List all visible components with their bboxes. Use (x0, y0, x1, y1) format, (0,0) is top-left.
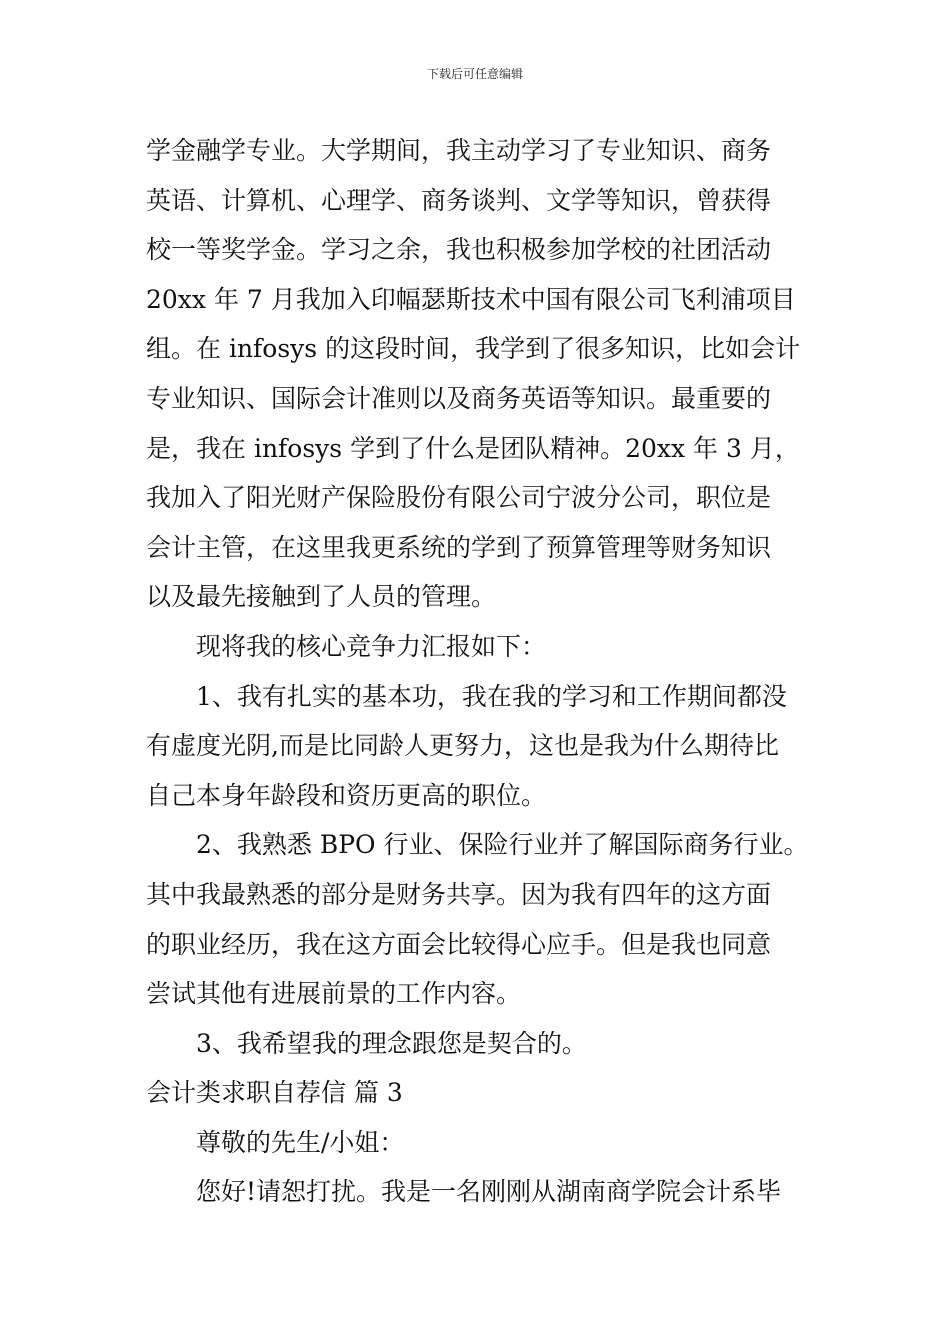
body-line: 的职业经历，我在这方面会比较得心应手。但是我也同意 (146, 929, 772, 959)
body-line: 校一等奖学金。学习之余，我也积极参加学校的社团活动 (146, 235, 772, 265)
section-heading: 会计类求职自荐信 篇 3 (146, 1078, 403, 1108)
body-line: 以及最先接触到了人员的管理。 (146, 582, 497, 612)
body-line: 20xx 年 7 月我加入印幅瑟斯技术中国有限公司飞利浦项目 (146, 284, 796, 314)
body-line: 其中我最熟悉的部分是财务共享。因为我有四年的这方面 (146, 879, 772, 909)
body-line: 是，我在 infosys 学到了什么是团队精神。20xx 年 3 月， (146, 433, 800, 463)
list-item-1: 1、我有扎实的基本功，我在我的学习和工作期间都没 (196, 681, 787, 711)
list-item-3: 3、我希望我的理念跟您是契合的。 (196, 1028, 587, 1058)
document-body (146, 126, 810, 1217)
body-line: 自己本身年龄段和资历更高的职位。 (146, 780, 547, 810)
body-line: 尝试其他有进展前景的工作内容。 (146, 979, 522, 1009)
body-line: 专业知识、国际会计准则以及商务英语等知识。最重要的 (146, 383, 772, 413)
salutation: 尊敬的先生/小姐： (196, 1127, 405, 1157)
page-header: 下载后可任意编辑 (426, 67, 523, 81)
body-line: 学金融学专业。大学期间，我主动学习了专业知识、商务 (146, 136, 772, 165)
body-line: 英语、计算机、心理学、商务谈判、文学等知识，曾获得 (146, 185, 772, 215)
paragraph-intro: 现将我的核心竞争力汇报如下： (196, 631, 547, 661)
body-line: 会计主管，在这里我更系统的学到了预算管理等财务知识 (146, 532, 772, 562)
list-item-2: 2、我熟悉 BPO 行业、保险行业并了解国际商务行业。 (196, 830, 809, 860)
letter-opening: 您好!请恕打扰。我是一名刚刚从湖南商学院会计系毕 (196, 1177, 782, 1207)
body-line: 我加入了阳光财产保险股份有限公司宁波分公司，职位是 (146, 483, 772, 513)
body-line: 有虚度光阴,而是比同龄人更努力，这也是我为什么期待比 (146, 731, 779, 761)
body-line: 组。在 infosys 的这段时间，我学到了很多知识，比如会计 (146, 334, 801, 364)
